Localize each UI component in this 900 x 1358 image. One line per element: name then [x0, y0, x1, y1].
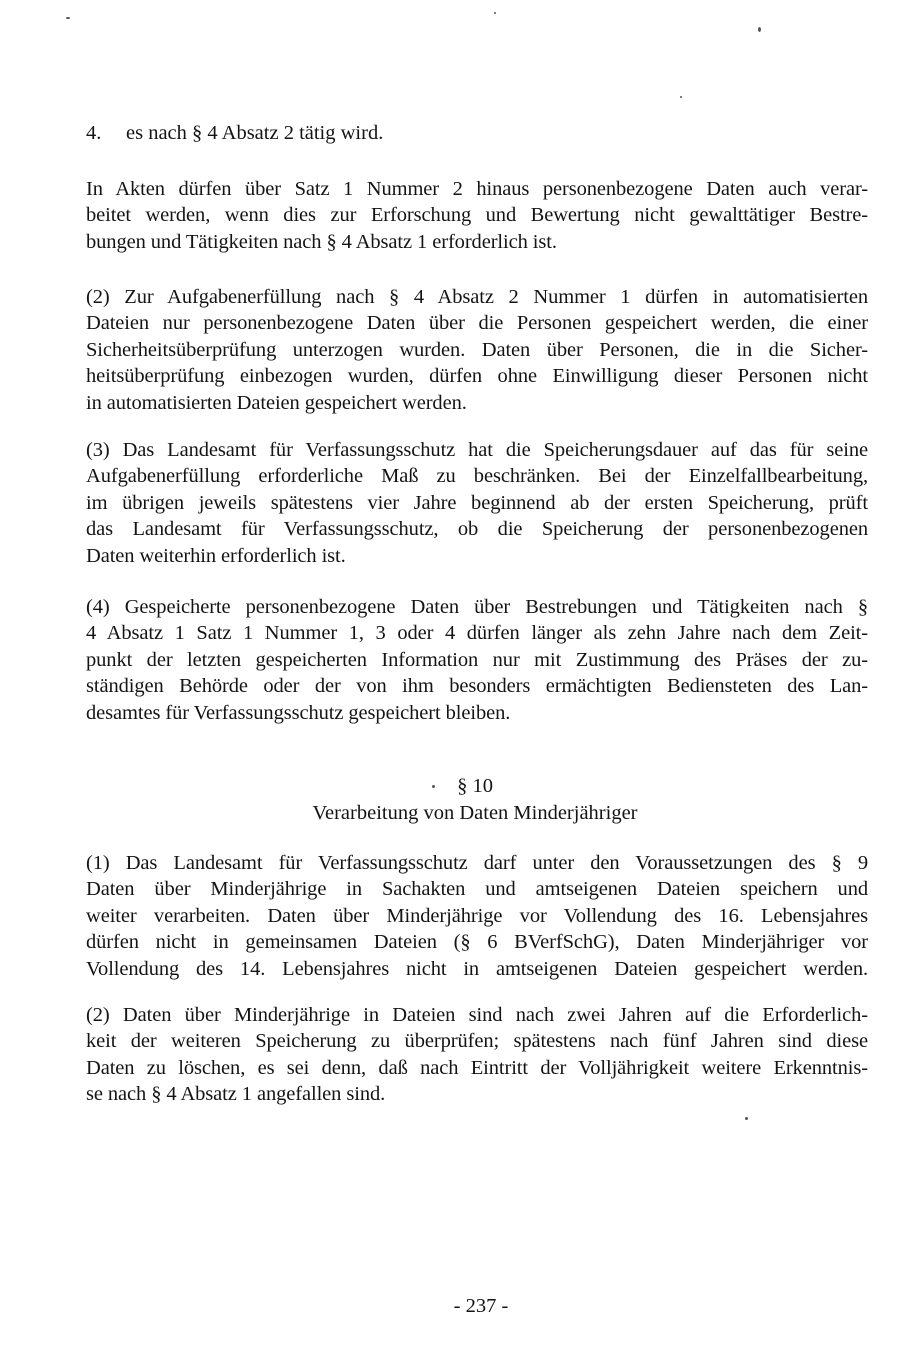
text-line: Dateien nur personenbezogene Daten über die Personen gespeichert werden, die einer — [86, 312, 868, 335]
text-line: beitet werden, wenn dies zur Erforschung und Bewertung nicht gewalttätiger Bestre- — [86, 204, 868, 227]
text-line: Daten über Minderjährige in Sachakten und amtseigenen Dateien speichern und — [86, 878, 868, 901]
text-line: 4 Absatz 1 Satz 1 Nummer 1, 3 oder 4 dürfen länger als zehn Jahre nach dem Zeit- — [86, 622, 868, 645]
text-line: Aufgabenerfüllung erforderliche Maß zu beschränken. Bei der Einzelfallbearbeitung, — [86, 465, 868, 488]
scan-speck — [758, 27, 761, 32]
text-line: punkt der letzten gespeicherten Information nur mit Zustimmung des Präses der zu- — [86, 648, 868, 671]
text-line: Daten zu löschen, es sei denn, daß nach Eintritt der Volljährigkeit weitere Erkenntnis- — [86, 1056, 868, 1079]
paragraph-4 — [86, 594, 868, 726]
text-line: In Akten dürfen über Satz 1 Nummer 2 hinaus personenbezogene Daten auch verar- — [86, 178, 868, 200]
text-line: ständigen Behörde oder der von ihm besonders ermächtigten Bediensteten des Lan- — [86, 675, 868, 698]
text-line: Daten weiterhin erforderlich ist. — [86, 544, 346, 567]
text-line: dürfen nicht in gemeinsamen Dateien (§ 6 BVerfSchG), Daten Minderjähriger vor — [86, 931, 868, 954]
text-line: (2) Daten über Minderjährige in Dateien sind nach zwei Jahren auf die Erforderlich- — [86, 1004, 868, 1026]
section-title: Verarbeitung von Daten Minderjähriger — [312, 802, 638, 824]
page-number: - 237 - — [453, 1295, 509, 1317]
text-line: (1) Das Landesamt für Verfassungsschutz darf unter den Voraussetzungen des § 9 — [86, 852, 868, 874]
text-line: Sicherheitsüberprüfung unterzogen wurden. Daten über Personen, die in die Sicher- — [86, 338, 868, 361]
text-line: se nach § 4 Absatz 1 angefallen sind. — [86, 1083, 386, 1106]
list-item — [86, 120, 383, 146]
paragraph-akten — [86, 176, 868, 255]
section-number: § 10 — [457, 775, 493, 797]
paragraph-3 — [86, 437, 868, 569]
list-item-number: 4. — [86, 122, 102, 144]
text-line: in automatisierten Dateien gespeichert werden. — [86, 391, 467, 414]
section-paragraph-1 — [86, 850, 868, 982]
text-line: im übrigen jeweils spätestens vier Jahre beginnend ab der ersten Speicherung, prüft — [86, 491, 868, 514]
scan-speck — [494, 12, 496, 14]
text-line: das Landesamt für Verfassungsschutz, ob die Speicherung der personenbezogenen — [86, 518, 868, 541]
text-line: weiter verarbeiten. Daten über Minderjährige vor Vollendung des 16. Lebensjahres — [86, 904, 868, 927]
text-line: keit der weiteren Speicherung zu überprüfen; spätestens nach fünf Jahren sind diese — [86, 1030, 868, 1053]
text-line: desamtes für Verfassungsschutz gespeichert bleiben. — [86, 701, 511, 724]
scan-speck — [745, 1117, 748, 1120]
scan-speck — [680, 96, 682, 98]
paragraph-2 — [86, 284, 868, 416]
text-line: heitsüberprüfung einbezogen wurden, dürfen ohne Einwilligung dieser Personen nicht — [86, 365, 868, 388]
scan-speck — [66, 17, 70, 19]
text-line: bungen und Tätigkeiten nach § 4 Absatz 1 erforderlich ist. — [86, 230, 557, 253]
text-line: (4) Gespeicherte personenbezogene Daten über Bestrebungen und Tätigkeiten nach § — [86, 596, 868, 618]
text-line: Vollendung des 14. Lebensjahres nicht in amtseigenen Dateien gespeichert werden. — [86, 957, 868, 980]
text-line: (3) Das Landesamt für Verfassungsschutz hat die Speicherungsdauer auf das für seine — [86, 439, 868, 461]
text-line: (2) Zur Aufgabenerfüllung nach § 4 Absatz 2 Nummer 1 dürfen in automatisierten — [86, 286, 868, 308]
section-paragraph-2 — [86, 1002, 868, 1108]
list-item-text: es nach § 4 Absatz 2 tätig wird. — [126, 122, 384, 144]
